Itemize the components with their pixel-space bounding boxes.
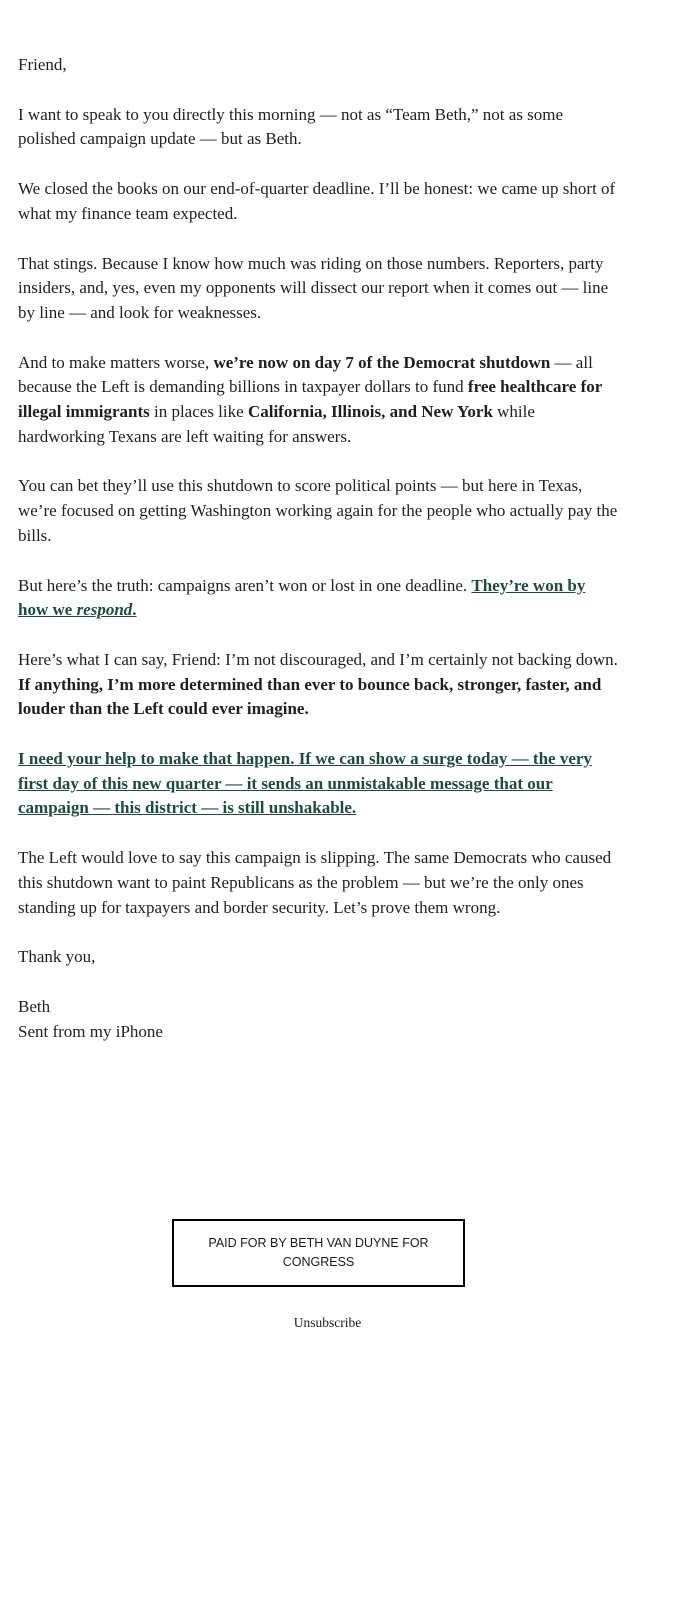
paragraph xyxy=(18,474,619,548)
unsubscribe-row xyxy=(18,1314,637,1332)
paragraph xyxy=(18,53,619,78)
paragraph xyxy=(18,252,619,326)
unsubscribe-link[interactable]: Unsubscribe xyxy=(293,1315,362,1331)
text-run: we’re now on day 7 of the Democrat shutdown xyxy=(213,352,551,372)
paragraph xyxy=(18,995,619,1044)
text-run: — all because the Left is demanding billions in taxpayer dollars to fund xyxy=(18,352,593,397)
text-run: And to make matters worse, xyxy=(18,352,214,372)
text-run: If anything, I’m more determined than ever to bounce back, stronger, faster, and louder than the Left could ever imagine. xyxy=(18,674,602,719)
message-paragraphs xyxy=(18,53,619,1044)
email-link[interactable]: They’re won by how we xyxy=(18,575,586,620)
text-run: That stings. Because I know how much was riding on those numbers. Reporters, party insiders, and, yes, even my opponents will dissect our report when it comes out — line by line — and look for weaknesses. xyxy=(18,253,609,322)
text-run: Beth xyxy=(18,996,51,1016)
paragraph xyxy=(18,351,619,450)
text-run: free healthcare for illegal immigrants xyxy=(18,377,602,422)
text-run: Here’s what I can say, Friend: I’m not discouraged, and I’m certainly not backing down. xyxy=(18,649,618,669)
paid-for-disclaimer-box xyxy=(172,1219,465,1287)
text-run: California, Illinois, and New York xyxy=(247,402,493,422)
paragraph xyxy=(18,177,619,226)
paragraph xyxy=(18,103,619,152)
text-run: You can bet they’ll use this shutdown to score political points — but here in Texas, we’re focused on getting Washington working again for the people who actually pay the bills. xyxy=(18,476,618,545)
text-run: The Left would love to say this campaign is slipping. The same Democrats who caused this shutdown want to paint Republicans as the problem — but we’re the only ones standing up for taxpayers and border security. Let’s prove them wrong. xyxy=(18,848,612,917)
text-run: Thank you, xyxy=(18,947,96,967)
text-run: Friend, xyxy=(18,55,67,74)
paragraph xyxy=(18,945,619,970)
paragraph xyxy=(18,846,619,920)
paragraph xyxy=(18,574,619,623)
email-link[interactable]: respond xyxy=(76,600,133,620)
paragraph xyxy=(18,747,619,821)
text-run: I want to speak to you directly this morning — not as “Team Beth,” not as some polished campaign update — but as Beth. xyxy=(18,104,564,149)
text-run: while hardworking Texans are left waiting for answers. xyxy=(18,402,535,446)
signature-spacer xyxy=(18,1069,619,1219)
email-link[interactable]: . xyxy=(132,600,137,620)
paragraph xyxy=(18,648,619,722)
disclaimer-text: PAID FOR BY BETH VAN DUYNE FOR CONGRESS xyxy=(208,1236,429,1270)
text-run: We closed the books on our end-of-quarter deadline. I’ll be honest: we came up short of what my finance team expected. xyxy=(18,179,616,223)
text-run: But here’s the truth: campaigns aren’t won or lost in one deadline. xyxy=(18,575,472,595)
email-link[interactable]: I need your help to make that happen. If we can show a surge today — the very first day of this new quarter — it sends an unmistakable message that our campaign — this district — is still unshakable. xyxy=(18,749,592,818)
text-run: in places like xyxy=(149,402,248,422)
text-run: Sent from my iPhone xyxy=(18,1021,163,1041)
